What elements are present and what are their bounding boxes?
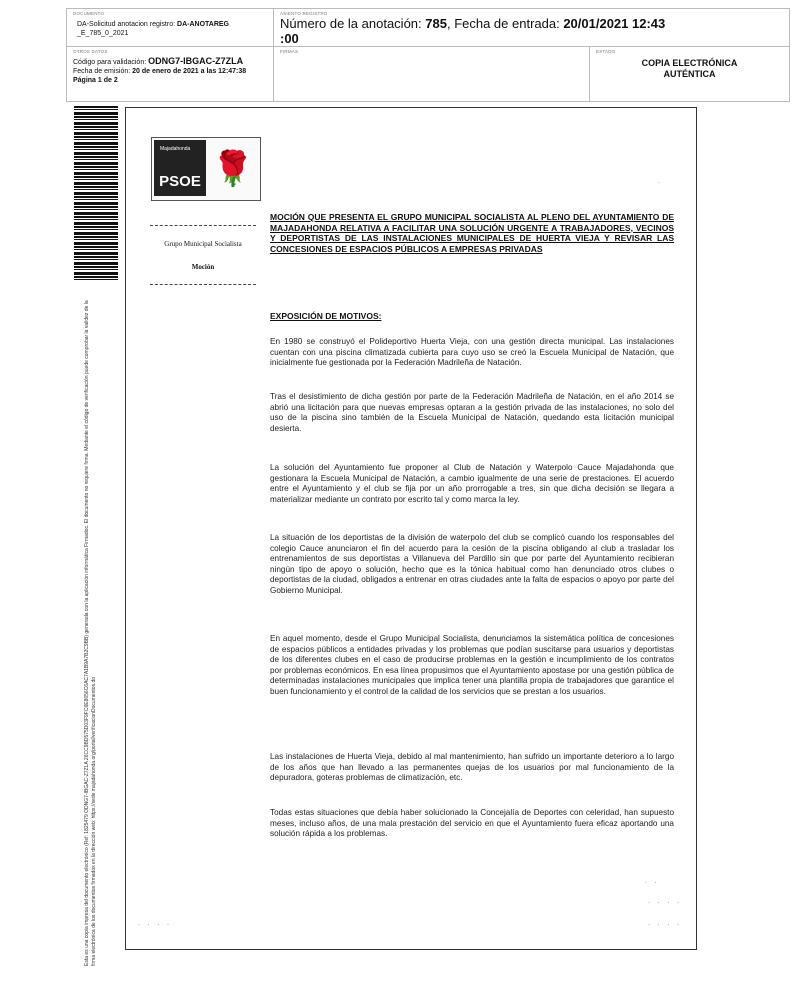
scan-noise: · · · · <box>138 922 172 928</box>
anotacion-cell <box>274 9 789 47</box>
documento-cell <box>67 9 274 47</box>
anotacion-date: 20/01/2021 12:43 <box>563 16 666 31</box>
group-label: Grupo Municipal Socialista <box>164 240 242 248</box>
paragraph: En aquel momento, desde el Grupo Municipal Socialista, denunciamos la sistemática política de concesiones de espacios públicos a entidades privadas y los problemas que podían suscitarse para usuarios y deportistas de los diferentes clubes en el caso de producirse problemas en la gestión e incumplimiento de los contratos por problemas económicos. En esa línea propusimos que el Ayuntamiento apostase por una gestión pública de determinadas instalaciones municipales que implica tener una plantilla propia de trabajadores que garantice el buen funcionamiento y el control de la calidad de los servicios que se prestan a los usuarios. <box>270 634 674 696</box>
divider <box>150 225 256 226</box>
logo-text: PSOE <box>159 173 201 190</box>
estado-line2: AUTÉNTICA <box>663 69 716 79</box>
section-heading: EXPOSICIÓN DE MOTIVOS: <box>270 311 382 321</box>
paragraph: En 1980 se construyó el Polideportivo Huerta Vieja, con una gestión directa municipal. Las instalaciones cuentan con una piscina climatizada cubierta para cuyo uso se creó la Escuela Municipal de Natación, que inicialmente fue gestionada por la Federación Madrileña de Natación. <box>270 337 674 368</box>
anotacion-prefix: Número de la anotación: <box>280 16 426 31</box>
barcode <box>74 106 118 282</box>
otros-datos-cell <box>67 47 274 101</box>
estado-label: ESTADO <box>596 49 616 54</box>
validation-code: ODNG7-IBGAC-Z7ZLA <box>148 56 244 66</box>
emission-date: 20 de enero de 2021 a las 12:47:38 <box>132 68 247 75</box>
rose-icon: 🌹 <box>211 150 255 188</box>
divider <box>150 284 256 285</box>
document-header <box>66 8 790 102</box>
motion-title: MOCIÓN QUE PRESENTA EL GRUPO MUNICIPAL SOCIALISTA AL PLENO DEL AYUNTAMIENTO DE MAJADAHONDA RELATIVA A FACILITAR UNA SOLUCIÓN URGENTE A TRABAJADORES, VECINOS Y DEPORTISTAS DE LAS INSTALACIONES MUNICIPALES DE HUERTA VIEJA Y REVISAR LAS CONCESIONES DE ESPACIOS PÚBLICOS A EMPRESAS PRIVADAS <box>270 212 674 254</box>
scan-noise: · · · · <box>648 900 682 906</box>
anotacion-number: 785 <box>425 16 447 31</box>
firmas-cell <box>274 47 590 101</box>
anotacion-line2: :00 <box>280 31 299 46</box>
document-type: Moción <box>191 263 215 271</box>
estado-cell <box>590 47 789 101</box>
emision-prefix: Fecha de emisión: <box>73 68 133 75</box>
scan-noise: · · · · <box>648 922 682 928</box>
scan-noise: · <box>658 180 663 186</box>
documento-label: DOCUMENTO <box>73 11 105 16</box>
anotacion-middle: , Fecha de entrada: <box>446 16 564 31</box>
paragraph: Todas estas situaciones que debía haber solucionado la Concejalía de Deportes con celeridad, han supuesto meses, incluso años, de una mala prestación del servicio en que el Ayuntamiento fuera eficaz aportando una solución rápida a los problemas. <box>270 808 674 839</box>
codigo-prefix: Código para validación: <box>73 59 149 66</box>
logo-tagline: Majadahonda <box>160 146 191 152</box>
paragraph: Las instalaciones de Huerta Vieja, debido al mal mantenimiento, han sufrido un importante deterioro a lo largo de los años que han llevado a las permanentes quejas de los usuarios por mal funcionamiento de la depuradora, goteras problemas de climatización, etc. <box>270 752 674 783</box>
estado-line1: COPIA ELECTRÓNICA <box>641 58 738 68</box>
paragraph: La situación de los deportistas de la división de waterpolo del club se complicó cuando los responsables del colegio Cauce anunciaron el fin del acuerdo para la cesión de la piscina obligando al club a trasladar los entrenamientos de sus deportistas a Villanueva del Pardillo sin que por parte del Ayuntamiento recibieran ningún tipo de apoyo o solución, hecho que es la tónica habitual como han denunciado otros clubes o deportistas de la ciudad, obligados a entrenar en otras ciudades ante la falta de espacios o apoyo por parte del Gobierno Municipal. <box>270 533 674 595</box>
paragraph: La solución del Ayuntamiento fue proponer al Club de Natación y Waterpolo Cauce Majadahonda que gestionara la Escuela Municipal de Natación, a cambio igualmente de una serie de prestaciones. El acuerdo entre el Ayuntamiento y el club se fija por un año prorrogable a tres, sin que dicha decisión se llegara a materializar mediante un contrato por escrito tal y como marca la ley. <box>270 463 674 504</box>
firmas-label: FIRMAS <box>280 49 299 54</box>
scan-noise: · · <box>645 880 660 886</box>
documento-code: DA-ANOTAREG <box>177 21 229 28</box>
anotacion-label: ASIENTO REGISTRO <box>280 11 328 16</box>
otros-datos-label: OTROS DATOS <box>73 49 108 54</box>
verification-note: Esta es una copia impresa del documento electrónico (Ref: 1825479 ODNG7-IBGAC-Z7ZLA 26CC9BD575D03F9FC6E8656C6AC7A1B9A7B2C9BB) generada con la aplicación informática Firmadoc. El documento no requiere firma. Mediante el código de verificación puede comprobar la validez de la firma electrónica de los documentos firmados en la dirección web: https://sede.majadahonda.org/portal/verificacionDocumentos.do <box>84 300 97 966</box>
documento-line2: _E_785_0_2021 <box>77 30 129 37</box>
paragraph: Tras el desistimiento de dicha gestión por parte de la Federación Madrileña de Natación, en el año 2014 se abrió una licitación para que nuevas empresas optaran a la gestión privada de las instalaciones, no solo del uso de la piscina sino también de la Escuela Municipal de Natación, quedando esta licitación municipal desierta. <box>270 392 674 433</box>
documento-line1: DA-Solicitud anotacion registro: <box>77 21 176 28</box>
page-count: Página 1 de 2 <box>73 77 118 84</box>
psoe-logo <box>151 137 261 201</box>
